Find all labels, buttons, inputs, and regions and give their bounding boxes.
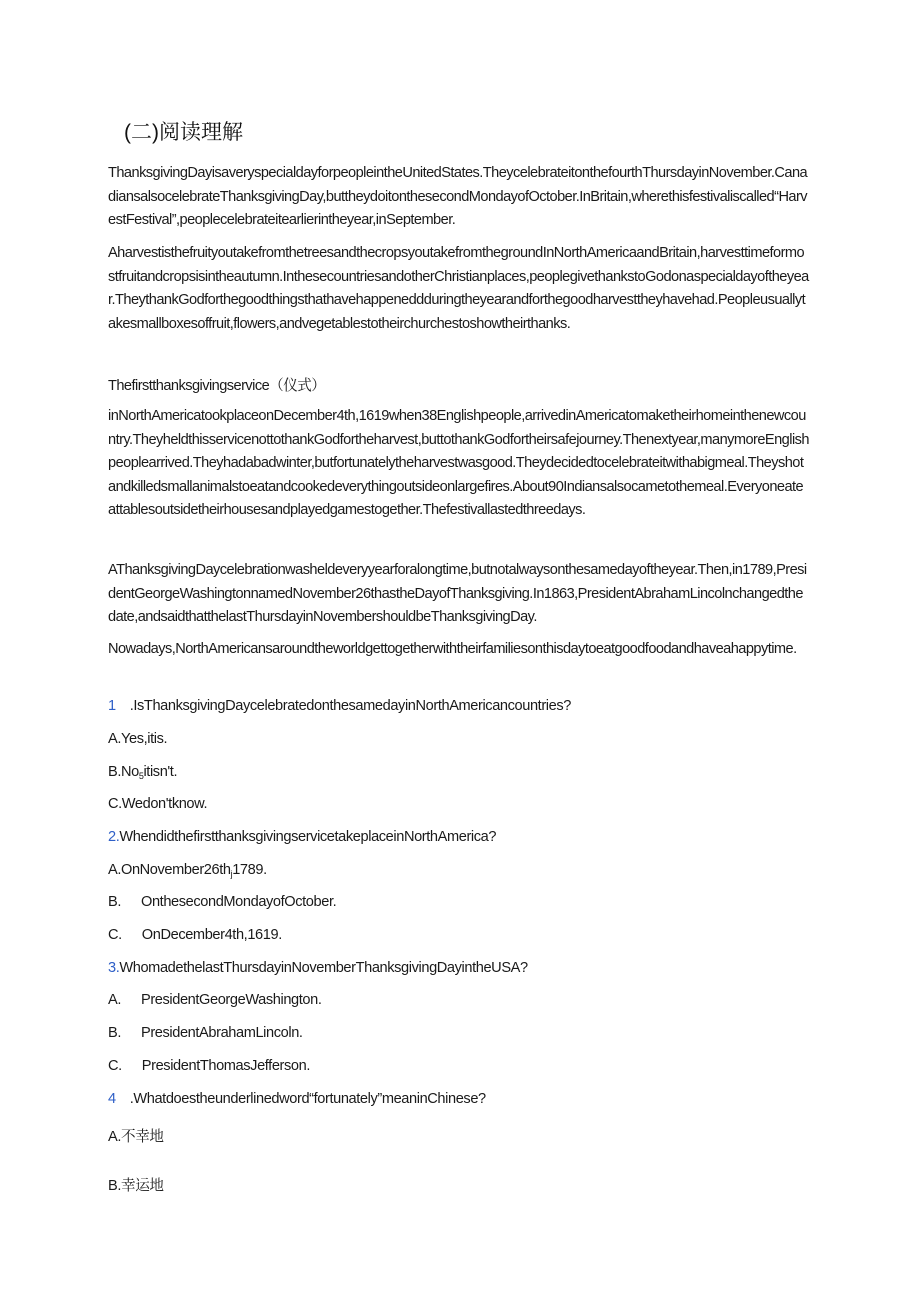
option-text: 不幸地: [121, 1129, 164, 1145]
option-letter: A.: [108, 992, 121, 1008]
option-letter: B.: [108, 894, 121, 910]
option-text: PresidentGeorgeWashington.: [141, 992, 322, 1008]
option-text: 幸运地: [121, 1178, 164, 1194]
question-2: [108, 827, 496, 847]
question-2-option-b: [108, 892, 336, 912]
option-text: OnDecember4th,1619.: [141, 927, 282, 943]
option-text: PresidentAbrahamLincoln.: [141, 1025, 303, 1041]
option-text: PresidentThomasJefferson.: [141, 1058, 310, 1074]
option-letter: C.: [108, 1058, 122, 1074]
option-text: Wedon'tknow.: [121, 796, 208, 812]
question-3-option-c: [108, 1056, 310, 1076]
passage-paragraph-3: Thefirstthanksgivingservice（仪式）: [108, 378, 326, 394]
option-subscript: 5: [138, 771, 144, 781]
question-4: [108, 1089, 486, 1109]
passage-paragraph-1: ThanksgivingDayisaveryspecialdayforpeopleintheUnitedStates.TheycelebrateitonthefourthThursdayinNovember.CanadiansalsocelebrateThanksgivingDay,buttheydoitonthesecondMondayofOctober.InBritain,wherethisfestivaliscalled“HarvestFestival”,peoplecelebrateitearlierintheyear,inSeptember.: [108, 165, 808, 229]
option-text-rest: itisn't.: [143, 764, 178, 780]
option-text: Yes,itis.: [121, 731, 168, 747]
option-text: OnthesecondMondayofOctober.: [141, 894, 337, 910]
question-2-option-a: [108, 860, 267, 884]
section-heading: (二)阅读理解: [124, 121, 243, 144]
passage-paragraph-4: inNorthAmericatookplaceonDecember4th,1619when38Englishpeople,arrivedinAmericatomaketheirhomeinthenewcountry.TheyheldthisservicenottothankGodfortheharvest,buttothankGodfortheirsafejourney.Thenextyear,manymoreEnglishpeoplearrived.Theyhadabadwinter,butfortunatelytheharvestwasgood.Theydecidedtocelebrateitwithabigmeal.Theyshotandkilledsmallanimalstoeatandcookedeverythingoutsideonlargefires.About90Indiansalsocametothemeal.Everyoneateattablesoutsidetheirhousesandplayedgamestogether.Thefestivallastedthreedays.: [108, 408, 809, 519]
question-1-option-b: [108, 762, 177, 786]
option-letter: A.: [108, 862, 121, 878]
question-1-option-a: [108, 729, 167, 749]
question-text: .IsThanksgivingDaycelebratedonthesamedayinNorthAmericancountries?: [129, 698, 571, 714]
question-1-option-c: [108, 794, 207, 814]
passage-paragraph-5: AThanksgivingDaycelebrationwasheldeveryyearforalongtime,butnotalwaysonthesamedayoftheyear.Then,in1789,PresidentGeorgeWashingtonnamedNovember26thastheDayofThanksgiving.In1863,PresidentAbrahamLincolnchangedthedate,andsaidthatthelastThursdayinNovembershouldbeThanksgivingDay.: [108, 562, 807, 626]
question-2-option-c: [108, 925, 282, 945]
question-4-option-a: [108, 1127, 164, 1147]
option-subscript: j: [230, 869, 233, 879]
question-text: WhomadethelastThursdayinNovemberThanksgivingDayintheUSA?: [119, 960, 528, 976]
question-3-option-b: [108, 1023, 303, 1043]
question-3-option-a: [108, 990, 322, 1010]
question-number: 1: [108, 698, 116, 714]
question-text: .Whatdoestheunderlinedword“fortunately”meaninChinese?: [129, 1091, 486, 1107]
passage-paragraph-6: Nowadays,NorthAmericansaroundtheworldgettogetherwiththeirfamiliesonthisdaytoeatgoodfoodandhaveahappytime.: [108, 641, 797, 657]
option-letter: B.: [108, 1025, 121, 1041]
option-text: No: [121, 764, 139, 780]
question-number: 3.: [108, 960, 120, 976]
question-number: 4: [108, 1091, 116, 1107]
question-number: 2.: [108, 829, 120, 845]
option-letter: B.: [108, 764, 121, 780]
question-3: [108, 958, 528, 978]
option-letter: C.: [108, 796, 122, 812]
option-letter: A.: [108, 1129, 121, 1145]
question-4-option-b: [108, 1176, 164, 1196]
option-letter: B.: [108, 1178, 121, 1194]
passage-paragraph-2: AharvestisthefruityoutakefromthetreesandthecropsyoutakefromthegroundInNorthAmericaandBritain,harvesttimeformostfruitandcropsisintheautumn.InthesecountriesandotherChristianplaces,peoplegivethankstoGodonaspecialdayoftheyear.TheythankGodforthegoodthingsthathavehappeneddduringtheyearandforthegoodharvesttheyhavehad.Peopleusuallytakesmallboxesoffruit,flowers,andvegetablestotheirchurchestoshowtheirthanks.: [108, 245, 809, 332]
option-letter: A.: [108, 731, 121, 747]
option-text: OnNovember26th: [121, 862, 231, 878]
option-text-rest: 1789.: [232, 862, 267, 878]
question-1: [108, 696, 571, 716]
option-letter: C.: [108, 927, 122, 943]
question-text: WhendidthefirstthanksgivingservicetakeplaceinNorthAmerica?: [119, 829, 497, 845]
